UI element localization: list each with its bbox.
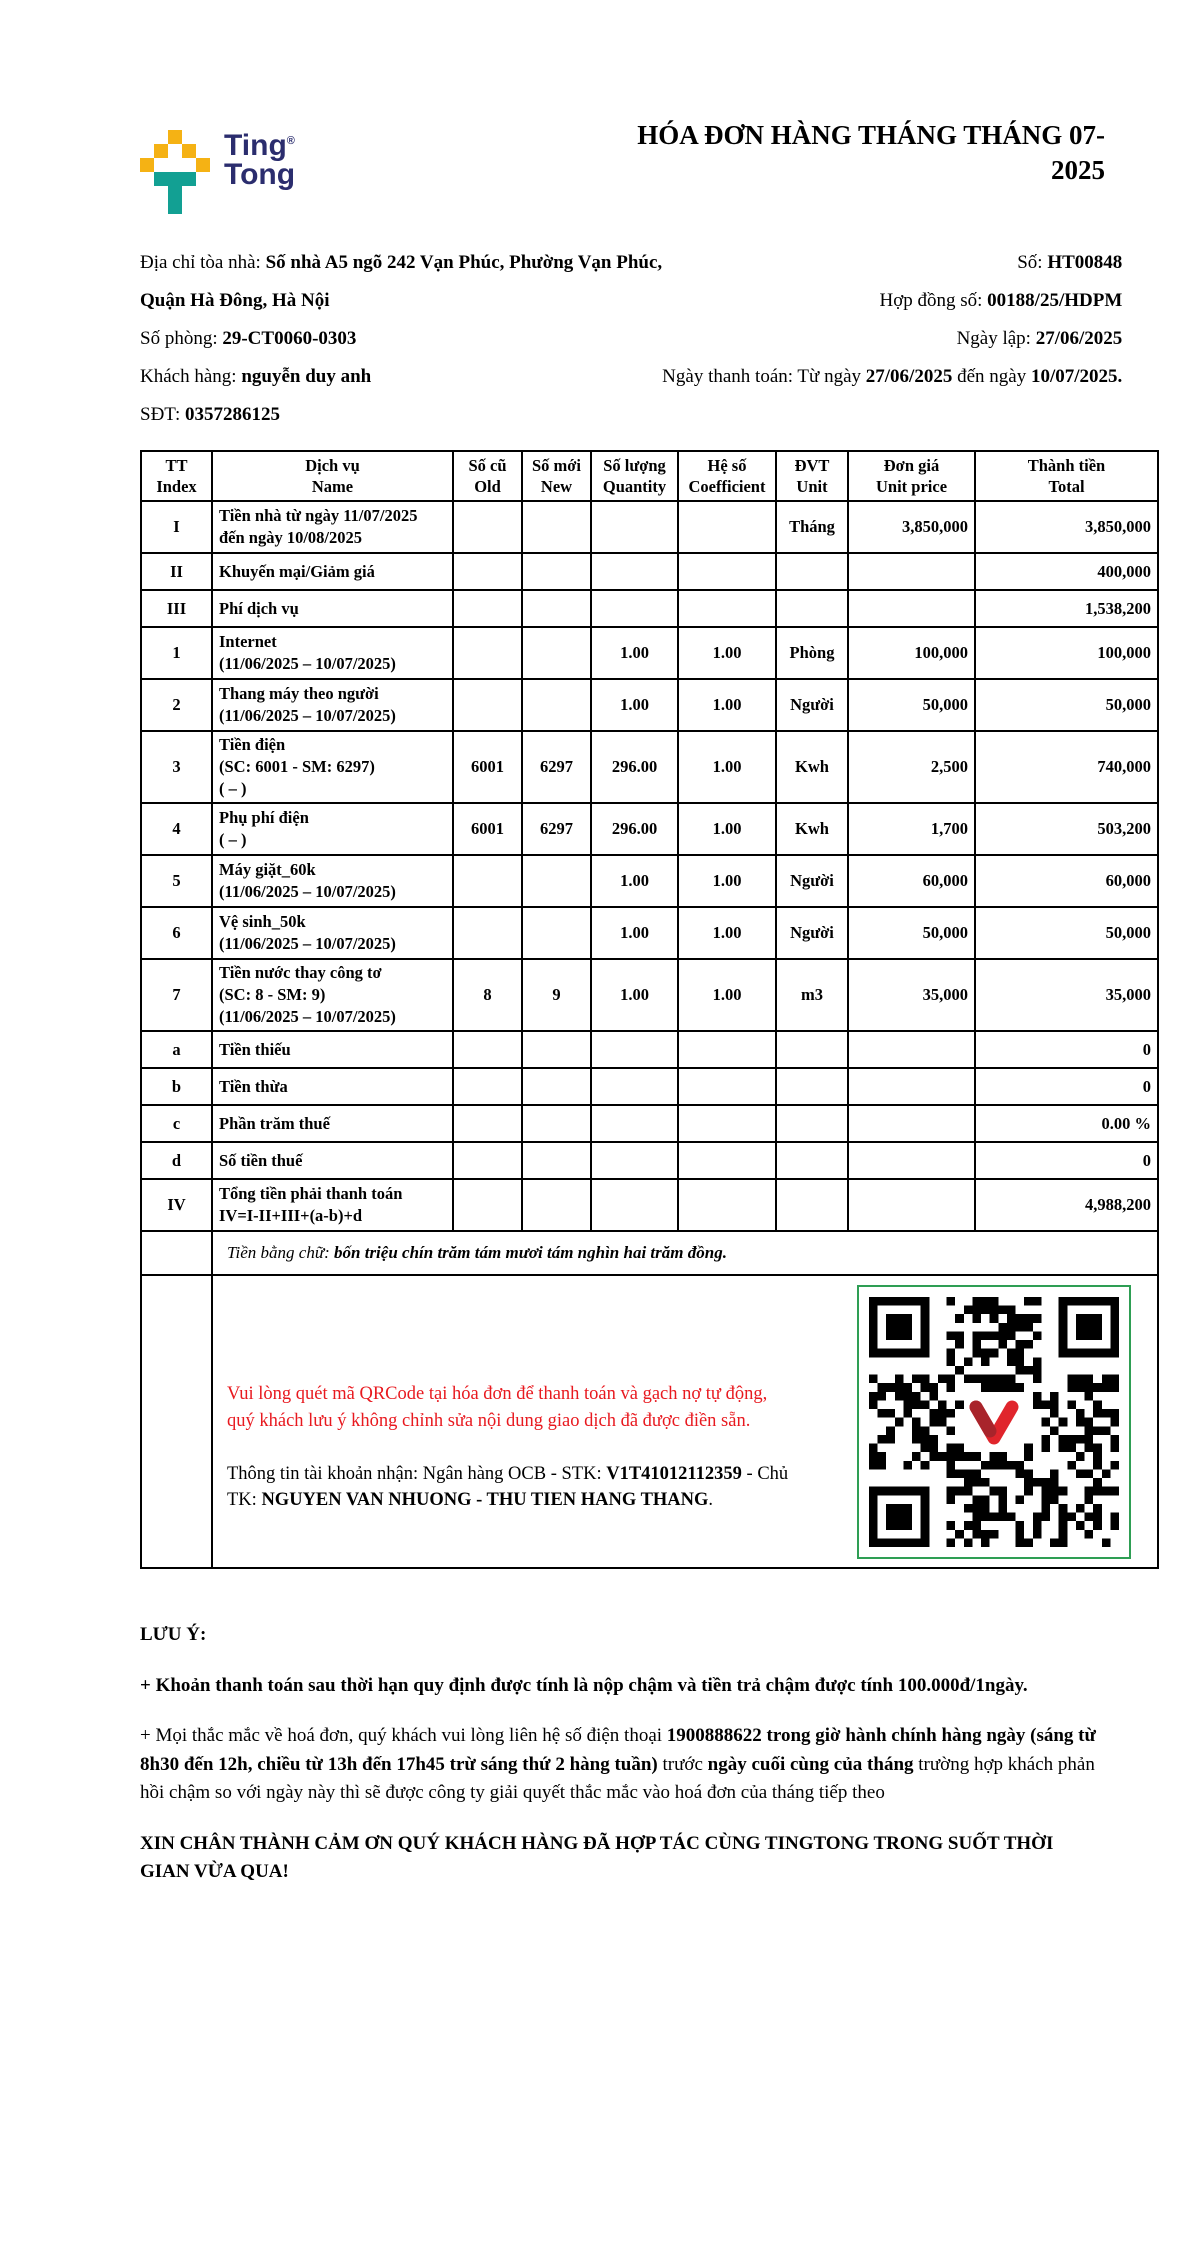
info-line [662, 244, 1122, 282]
cell-price: 60,000 [848, 855, 975, 907]
cell-qty [591, 1179, 678, 1231]
text-segment: trường hợp khách phản hồi chậm so với ngày này thì sẽ được công ty giải quyết thắc mắc vào hoá đơn của tháng tiếp theo [140, 1753, 1095, 1803]
cell-price: 35,000 [848, 959, 975, 1031]
text-segment: 0357286125 [184, 404, 280, 425]
closing-thanks: XIN CHÂN THÀNH CẢM ƠN QUÝ KHÁCH HÀNG ĐÃ HỢP TÁC CÙNG TINGTONG TRONG SUỐT THỜI GIAN VỪA QUA! [140, 1832, 1054, 1882]
cell-index: 3 [141, 731, 212, 803]
cell-coeff [678, 1031, 776, 1068]
cell-name: Tiền thừa [212, 1068, 453, 1105]
note-contact [140, 1722, 1105, 1808]
cell-unit: Kwh [776, 731, 848, 803]
cell-total: 35,000 [975, 959, 1158, 1031]
cell-price [848, 1068, 975, 1105]
cell-coeff: 1.00 [678, 627, 776, 679]
cell-index: c [141, 1105, 212, 1142]
qr-account-info [227, 1461, 792, 1515]
cell-coeff [678, 1179, 776, 1231]
cell-unit [776, 590, 848, 627]
cell-coeff: 1.00 [678, 731, 776, 803]
cell-old [453, 1068, 522, 1105]
table-row [141, 1031, 1158, 1068]
cell-old [453, 501, 522, 553]
cell-total: 50,000 [975, 679, 1158, 731]
cell-total: 0 [975, 1031, 1158, 1068]
cell-price [848, 590, 975, 627]
invoice-info [140, 244, 1123, 434]
cell-new: 6297 [522, 731, 591, 803]
cell-old [453, 855, 522, 907]
table-row [141, 959, 1158, 1031]
column-header: ĐVT Unit [776, 451, 848, 501]
invoice-table [140, 450, 1159, 1569]
cell-unit [776, 1031, 848, 1068]
column-header: TT Index [141, 451, 212, 501]
column-header: Số cũ Old [453, 451, 522, 501]
cell-new [522, 1068, 591, 1105]
cell-price: 50,000 [848, 679, 975, 731]
amount-in-words-row [141, 1231, 1158, 1275]
cell-index: 6 [141, 907, 212, 959]
info-line [140, 320, 662, 358]
cell-qty [591, 1031, 678, 1068]
table-row [141, 679, 1158, 731]
cell-name: Phí dịch vụ [212, 590, 453, 627]
table-row [141, 1142, 1158, 1179]
table-body [141, 501, 1158, 1231]
cell-old [453, 907, 522, 959]
cell-coeff [678, 501, 776, 553]
text-segment: SĐT: [140, 404, 185, 425]
cell-old [453, 553, 522, 590]
cell-qty: 296.00 [591, 731, 678, 803]
cell-unit [776, 1105, 848, 1142]
cell-name: Máy giặt_60k (11/06/2025 – 10/07/2025) [212, 855, 453, 907]
cell-qty: 1.00 [591, 959, 678, 1031]
cell-new [522, 679, 591, 731]
logo-word-bottom: Tong [224, 157, 296, 191]
cell-total: 400,000 [975, 553, 1158, 590]
cell-name: Số tiền thuế [212, 1142, 453, 1179]
cell-price [848, 1031, 975, 1068]
cell-unit: Kwh [776, 803, 848, 855]
cell-total: 740,000 [975, 731, 1158, 803]
text-segment: V1T41012112359 [606, 1463, 742, 1484]
text-segment: trước [657, 1753, 708, 1775]
cell-index: 7 [141, 959, 212, 1031]
cell-qty: 1.00 [591, 855, 678, 907]
cell-coeff [678, 1105, 776, 1142]
info-line [140, 358, 662, 396]
cell-old [453, 590, 522, 627]
column-header: Thành tiền Total [975, 451, 1158, 501]
qr-row [141, 1275, 1158, 1568]
cell-coeff [678, 590, 776, 627]
column-header: Hệ số Coefficient [678, 451, 776, 501]
cell-coeff [678, 1068, 776, 1105]
text-segment: Quận Hà Đông, Hà Nội [140, 290, 330, 311]
cell-new [522, 501, 591, 553]
cell-index: 2 [141, 679, 212, 731]
cell-name: Phần trăm thuế [212, 1105, 453, 1142]
cell-index: III [141, 590, 212, 627]
cell-index: d [141, 1142, 212, 1179]
cell-name: Tổng tiền phải thanh toán IV=I-II+III+(a-b)+d [212, 1179, 453, 1231]
cell-price: 100,000 [848, 627, 975, 679]
cell-name: Internet (11/06/2025 – 10/07/2025) [212, 627, 453, 679]
qr-code [857, 1285, 1131, 1559]
cell-unit: Tháng [776, 501, 848, 553]
cell-coeff: 1.00 [678, 959, 776, 1031]
column-header: Số lượng Quantity [591, 451, 678, 501]
cell-name: Tiền điện (SC: 6001 - SM: 6297) ( – ) [212, 731, 453, 803]
text-segment: nguyễn duy anh [241, 366, 372, 387]
cell-qty [591, 501, 678, 553]
text-segment: ngày cuối cùng của tháng [707, 1753, 914, 1775]
cell-unit: Người [776, 907, 848, 959]
qr-section [219, 1285, 1151, 1559]
cell-unit [776, 1179, 848, 1231]
column-header: Số mới New [522, 451, 591, 501]
table-row [141, 627, 1158, 679]
cell-price [848, 1142, 975, 1179]
text-segment: 1900888622 trong giờ hành chính hàng ngày (sáng từ 8h30 đến 12h, chiều từ 13h đến 17h45 trừ sáng thứ 2 hàng tuần) [140, 1725, 1096, 1775]
table-header-row [141, 451, 1158, 501]
notes-heading: LƯU Ý: [140, 1624, 207, 1645]
info-line [662, 358, 1122, 396]
cell-new [522, 1031, 591, 1068]
table-row [141, 501, 1158, 553]
cell-coeff [678, 1142, 776, 1179]
cell-total: 3,850,000 [975, 501, 1158, 553]
cell-qty: 296.00 [591, 803, 678, 855]
column-header: Đơn giá Unit price [848, 451, 975, 501]
cell-name: Tiền thiếu [212, 1031, 453, 1068]
qr-note-red: Vui lòng quét mã QRCode tại hóa đơn để thanh toán và gạch nợ tự động, quý khách lưu ý không chỉnh sửa nội dung giao dịch đã được điền sẵn. [227, 1383, 768, 1431]
cell-total: 100,000 [975, 627, 1158, 679]
text-segment: 29-CT0060-0303 [222, 328, 357, 349]
table-row [141, 803, 1158, 855]
qr-instructions [227, 1381, 792, 1540]
cell-new [522, 1179, 591, 1231]
info-line [140, 396, 662, 434]
amount-in-words-value: bốn triệu chín trăm tám mươi tám nghìn hai trăm đồng. [334, 1243, 727, 1262]
text-segment: 00188/25/HDPM [987, 290, 1123, 311]
text-segment: 27/06/2025 [865, 366, 953, 387]
cell-old [453, 627, 522, 679]
cell-total: 503,200 [975, 803, 1158, 855]
cell-old [453, 1179, 522, 1231]
cell-index: 5 [141, 855, 212, 907]
text-segment: - Chủ TK: [227, 1463, 789, 1511]
invoice-title: HÓA ĐƠN HÀNG THÁNG THÁNG 07- 2025 [637, 120, 1105, 185]
cell-new [522, 627, 591, 679]
cell-unit: Người [776, 855, 848, 907]
text-segment: Thông tin tài khoản nhận: Ngân hàng OCB - STK: [227, 1463, 607, 1484]
text-segment: Hợp đồng số: [879, 290, 988, 311]
cell-qty [591, 1068, 678, 1105]
cell-qty: 1.00 [591, 907, 678, 959]
table-row [141, 1179, 1158, 1231]
text-segment: đến ngày [952, 366, 1031, 387]
cell-total: 60,000 [975, 855, 1158, 907]
amount-in-words-cell [212, 1231, 1158, 1275]
cell-qty [591, 553, 678, 590]
cell-qty: 1.00 [591, 627, 678, 679]
cell-index: I [141, 501, 212, 553]
table-row [141, 1068, 1158, 1105]
info-line [140, 282, 662, 320]
cell-unit: Người [776, 679, 848, 731]
vietqr-logo-icon [966, 1394, 1022, 1450]
text-segment: Ngày lập: [956, 328, 1036, 349]
cell-new [522, 1142, 591, 1179]
cell-old: 6001 [453, 731, 522, 803]
qr-row-index-cell [141, 1275, 212, 1568]
note-late-payment [140, 1672, 1105, 1701]
cell-unit: Phòng [776, 627, 848, 679]
cell-price [848, 1105, 975, 1142]
info-line [140, 244, 662, 282]
cell-price [848, 1179, 975, 1231]
cell-unit [776, 1068, 848, 1105]
cell-index: 4 [141, 803, 212, 855]
cell-unit: m3 [776, 959, 848, 1031]
text-segment: Số phòng: [140, 328, 223, 349]
cell-total: 1,538,200 [975, 590, 1158, 627]
text-segment: Ngày thanh toán: Từ ngày [662, 366, 866, 387]
info-left [140, 244, 662, 434]
column-header: Dịch vụ Name [212, 451, 453, 501]
cell-price: 2,500 [848, 731, 975, 803]
qr-row-cell [212, 1275, 1158, 1568]
cell-old [453, 1031, 522, 1068]
table-row [141, 855, 1158, 907]
cell-name: Tiền nhà từ ngày 11/07/2025 đến ngày 10/08/2025 [212, 501, 453, 553]
logo-word-top: Ting [224, 129, 287, 162]
text-segment: Khách hàng: [140, 366, 242, 387]
cell-total: 0 [975, 1068, 1158, 1105]
cell-new [522, 1105, 591, 1142]
info-right [662, 244, 1122, 434]
text-segment: . [708, 1490, 714, 1511]
cell-total: 4,988,200 [975, 1179, 1158, 1231]
cell-price: 3,850,000 [848, 501, 975, 553]
cell-name: Tiền nước thay công tơ (SC: 8 - SM: 9) (11/06/2025 – 10/07/2025) [212, 959, 453, 1031]
cell-coeff: 1.00 [678, 855, 776, 907]
cell-name: Khuyến mại/Giảm giá [212, 553, 453, 590]
cell-index: II [141, 553, 212, 590]
cell-total: 0.00 % [975, 1105, 1158, 1142]
cell-qty [591, 1105, 678, 1142]
cell-coeff [678, 553, 776, 590]
invoice-footer [140, 1621, 1105, 1887]
table-row [141, 731, 1158, 803]
invoice-header [0, 0, 1200, 214]
cell-price: 1,700 [848, 803, 975, 855]
table-row [141, 907, 1158, 959]
text-segment: 10/07/2025. [1030, 366, 1123, 387]
amount-in-words-label: Tiền bằng chữ: [227, 1243, 335, 1262]
cell-unit [776, 553, 848, 590]
tingtong-logo-icon [140, 130, 210, 214]
text-segment: Số nhà A5 ngõ 242 Vạn Phúc, Phường Vạn Phúc, [265, 252, 663, 273]
cell-index: 1 [141, 627, 212, 679]
table-row [141, 553, 1158, 590]
cell-index: IV [141, 1179, 212, 1231]
cell-qty [591, 590, 678, 627]
registered-mark: ® [286, 135, 295, 147]
cell-total: 50,000 [975, 907, 1158, 959]
cell-new: 9 [522, 959, 591, 1031]
tingtong-logo [140, 116, 295, 214]
cell-qty [591, 1142, 678, 1179]
info-line [662, 320, 1122, 358]
cell-old [453, 1105, 522, 1142]
text-segment: + Mọi thắc mắc về hoá đơn, quý khách vui lòng liên hệ số điện thoại [140, 1725, 667, 1746]
cell-new [522, 855, 591, 907]
cell-name: Vệ sinh_50k (11/06/2025 – 10/07/2025) [212, 907, 453, 959]
cell-new: 6297 [522, 803, 591, 855]
cell-old: 8 [453, 959, 522, 1031]
cell-old [453, 679, 522, 731]
text-segment: Số: [1017, 252, 1048, 273]
table-row [141, 590, 1158, 627]
text-segment: HT00848 [1047, 252, 1123, 273]
cell-price [848, 553, 975, 590]
cell-unit [776, 1142, 848, 1179]
cell-coeff: 1.00 [678, 679, 776, 731]
cell-new [522, 590, 591, 627]
cell-name: Phụ phí điện ( – ) [212, 803, 453, 855]
cell-index: b [141, 1068, 212, 1105]
text-segment: Địa chỉ tòa nhà: [140, 252, 266, 273]
cell-coeff: 1.00 [678, 907, 776, 959]
text-segment: 27/06/2025 [1035, 328, 1123, 349]
cell-total: 0 [975, 1142, 1158, 1179]
cell-new [522, 553, 591, 590]
cell-qty: 1.00 [591, 679, 678, 731]
table-row [141, 1105, 1158, 1142]
text-segment: NGUYEN VAN NHUONG - THU TIEN HANG THANG [261, 1490, 709, 1511]
cell-index: a [141, 1031, 212, 1068]
text-segment: + Khoản thanh toán sau thời hạn quy định được tính là nộp chậm và tiền trả chậm được tính 100.000đ/1ngày. [140, 1674, 1028, 1696]
tingtong-logo-text [224, 129, 296, 191]
amount-in-words-index-cell [141, 1231, 212, 1275]
cell-coeff: 1.00 [678, 803, 776, 855]
cell-new [522, 907, 591, 959]
cell-old: 6001 [453, 803, 522, 855]
cell-name: Thang máy theo người (11/06/2025 – 10/07/2025) [212, 679, 453, 731]
cell-price: 50,000 [848, 907, 975, 959]
info-line [662, 282, 1122, 320]
cell-old [453, 1142, 522, 1179]
